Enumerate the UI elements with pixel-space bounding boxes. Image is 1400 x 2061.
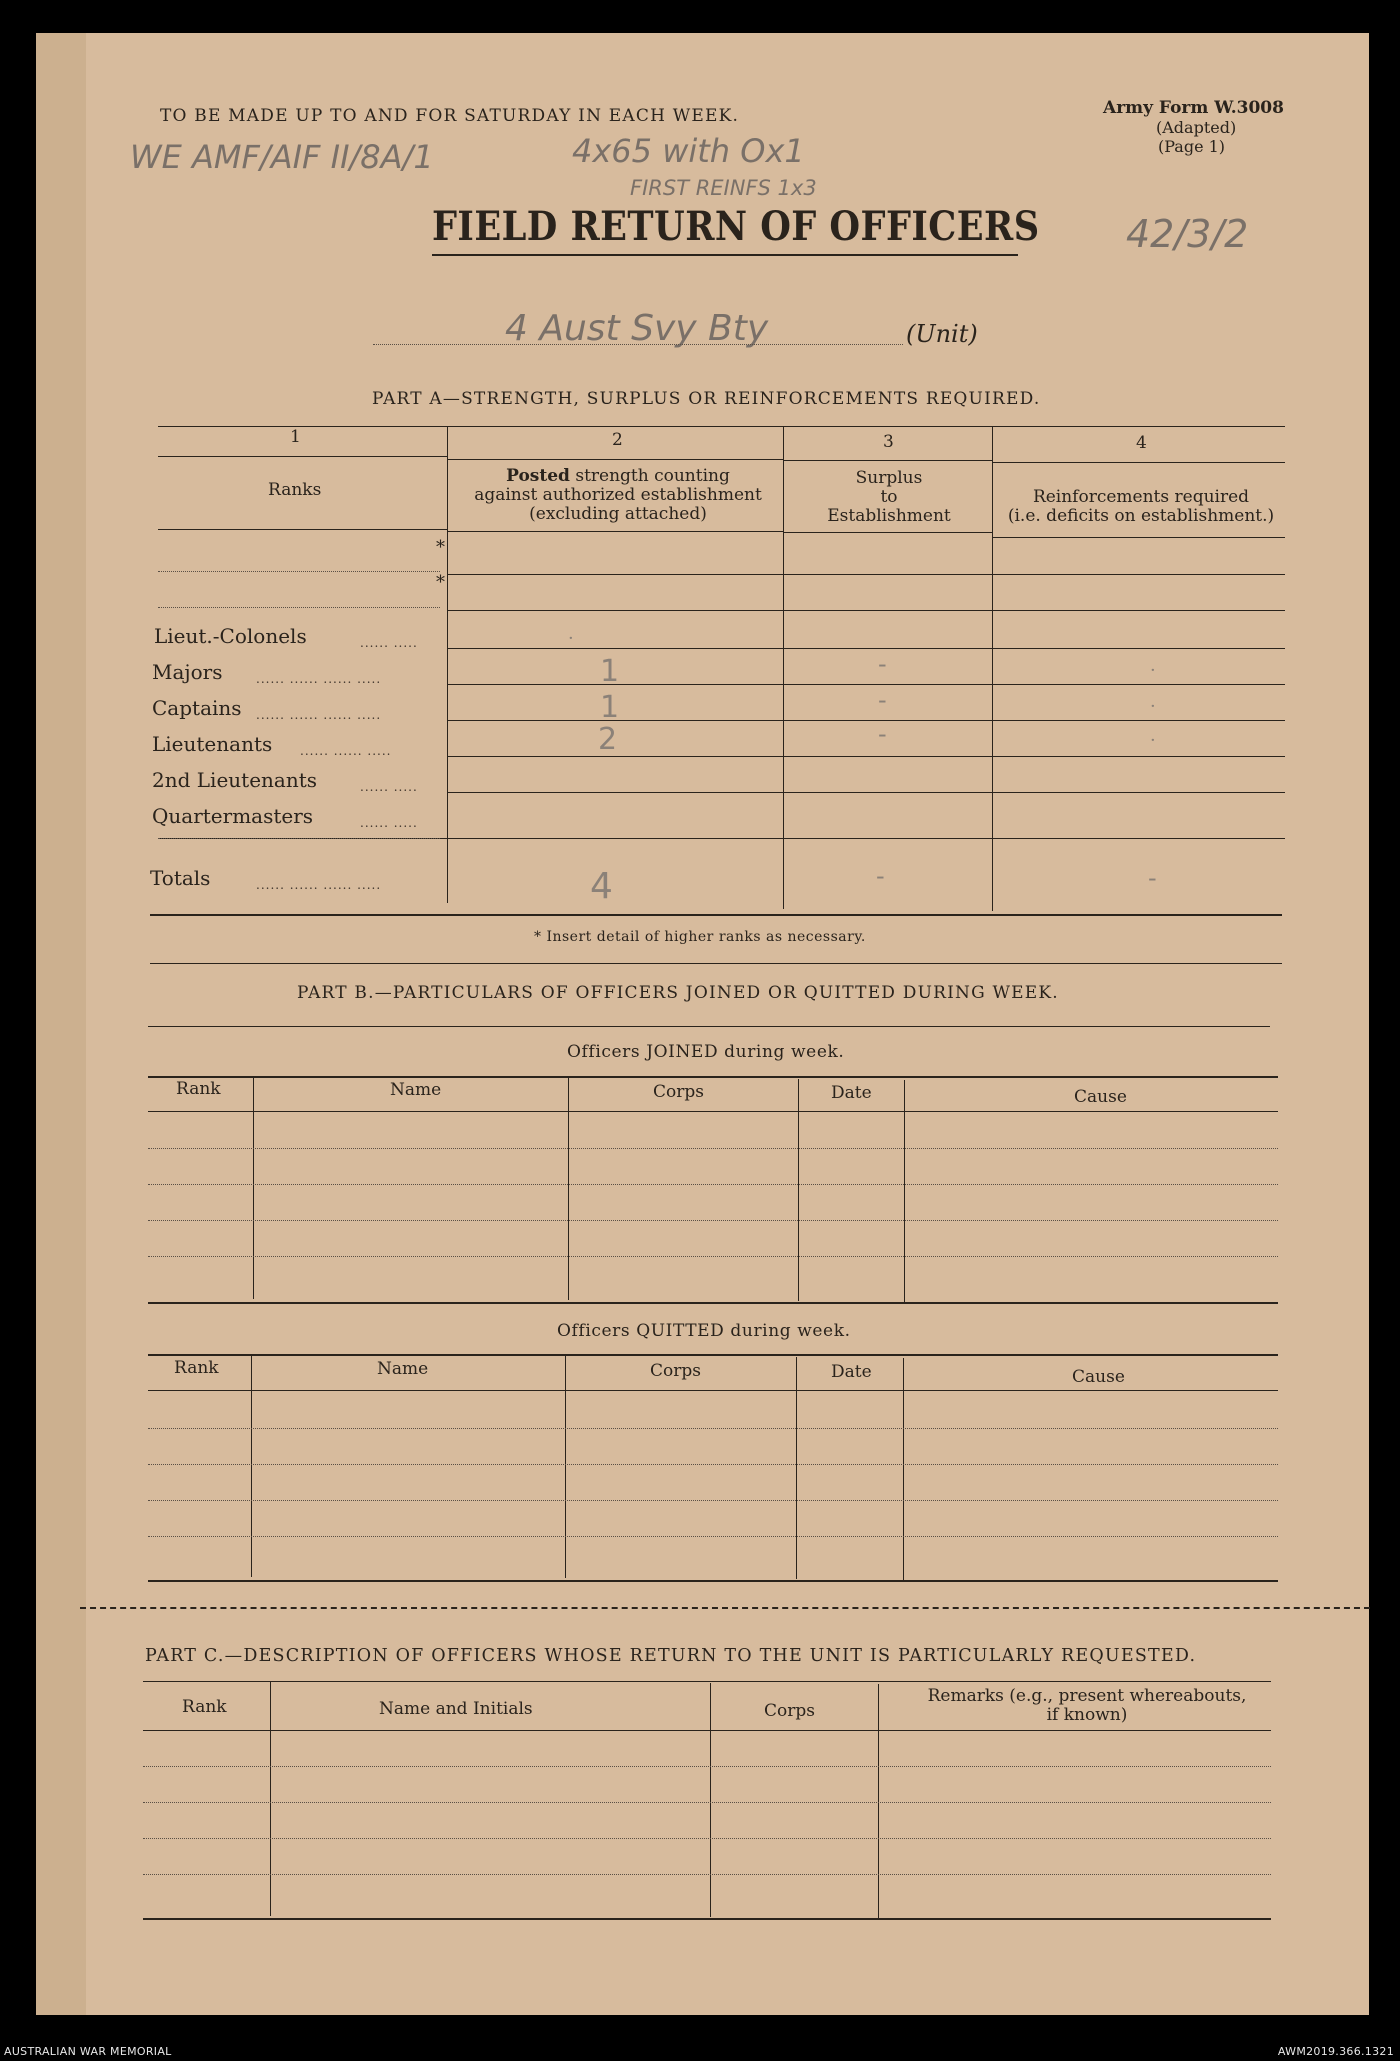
- lieut-colonels-posted-mark: ·: [568, 628, 574, 649]
- part-c-col-rank: Rank: [182, 1697, 227, 1717]
- lieutenants-reinforcement-mark: ·: [1150, 730, 1156, 751]
- part-a-number-rule-3: [783, 460, 992, 461]
- rank-totals: Totals: [150, 866, 211, 890]
- rank-2nd-lieutenants: 2nd Lieutenants: [152, 768, 318, 792]
- col-header-posted-bold: Posted: [506, 466, 570, 486]
- quitted-col-corps: Corps: [650, 1361, 701, 1381]
- joined-col-date: Date: [831, 1083, 872, 1103]
- unit-label: (Unit): [906, 320, 978, 348]
- part-a-col-divider-2: [783, 427, 784, 909]
- part-a-number-rule-2: [447, 459, 783, 460]
- leader-dots-lieut-colonels: ...... .....: [360, 636, 418, 650]
- handwritten-reference: WE AMF/AIF II/8A/1: [130, 138, 434, 176]
- quartermasters-dotted-rule: [158, 838, 440, 839]
- asterisk-1: *: [436, 537, 445, 558]
- part-a-totals-rule-2: [447, 838, 1285, 839]
- part-c-top-rule: [143, 1681, 1271, 1682]
- captains-surplus-dash: -: [878, 686, 887, 714]
- totals-reinforcement-dash: -: [1148, 864, 1157, 892]
- lieutenants-surplus-dash: -: [878, 720, 887, 748]
- archive-reference: AWM2019.366.1321: [1277, 2045, 1394, 2058]
- instruction-text: TO BE MADE UP TO AND FOR SATURDAY IN EACH WEEK.: [160, 106, 740, 126]
- quitted-row-dots-4: [148, 1536, 1278, 1537]
- col-header-posted: [458, 467, 778, 524]
- leader-dots-totals: ...... ...... ...... .....: [256, 878, 382, 892]
- leader-dots-captains: ...... ...... ...... .....: [256, 708, 382, 722]
- majors-surplus-dash: -: [878, 650, 887, 678]
- part-a-row-dots-1: [158, 571, 440, 572]
- part-a-row-line-7: [447, 792, 1285, 793]
- part-c-row-dots-4: [143, 1874, 1271, 1875]
- col-number-1: 1: [290, 427, 301, 447]
- part-c-title: PART C.—DESCRIPTION OF OFFICERS WHOSE RETURN TO THE UNIT IS PARTICULARLY REQUESTED.: [145, 1646, 1197, 1666]
- joined-col-corps: Corps: [653, 1082, 704, 1102]
- col-header-surplus-line2: to: [880, 487, 898, 507]
- handwritten-establishment: 4x65 with Ox1: [572, 132, 805, 170]
- joined-row-dots-1: [148, 1148, 1278, 1149]
- archive-credit: AUSTRALIAN WAR MEMORIAL: [4, 2045, 172, 2058]
- part-c-col-remarks: [902, 1687, 1272, 1725]
- totals-posted-value: 4: [590, 866, 613, 907]
- quitted-col-cause: Cause: [1072, 1367, 1125, 1387]
- asterisk-2: *: [436, 572, 445, 593]
- captains-reinforcement-mark: ·: [1150, 696, 1156, 717]
- part-c-col-remarks-line2: if known): [1046, 1705, 1128, 1725]
- part-c-row-dots-1: [143, 1766, 1271, 1767]
- handwritten-file-number: 42/3/2: [1126, 212, 1249, 256]
- quitted-title: Officers QUITTED during week.: [557, 1321, 851, 1341]
- quitted-col-divider-1: [251, 1355, 252, 1577]
- joined-title: Officers JOINED during week.: [567, 1042, 845, 1062]
- col-header-posted-line3: (excluding attached): [529, 504, 707, 524]
- part-a-footnote-rule: [150, 963, 1282, 964]
- part-a-header-rule-4: [992, 537, 1285, 538]
- part-a-number-rule-1: [158, 456, 447, 457]
- perforation-line: [80, 1607, 1370, 1609]
- captains-posted-value: 1: [600, 690, 620, 725]
- col-number-3: 3: [883, 432, 894, 452]
- quitted-table-top-rule: [148, 1354, 1278, 1356]
- joined-row-dots-2: [148, 1184, 1278, 1185]
- part-a-row-line-4: [447, 684, 1285, 685]
- col-header-surplus-line1: Surplus: [855, 468, 923, 488]
- col-number-2: 2: [612, 430, 623, 450]
- col-header-posted-rest: strength counting: [569, 466, 730, 486]
- joined-col-name: Name: [390, 1080, 442, 1100]
- col-header-surplus-line3: Establishment: [827, 506, 951, 526]
- lieutenants-posted-value: 2: [598, 722, 618, 757]
- part-b-top-rule: [148, 1026, 1270, 1027]
- unit-dotted-line: [373, 344, 903, 345]
- part-c-col-name: Name and Initials: [379, 1699, 533, 1719]
- title-underline: [432, 254, 1018, 256]
- totals-surplus-dash: -: [876, 862, 885, 890]
- joined-header-rule: [148, 1111, 1278, 1112]
- part-c-col-divider-1: [270, 1682, 271, 1916]
- part-a-row-dots-2: [158, 607, 440, 608]
- part-b-title: PART B.—PARTICULARS OF OFFICERS JOINED OR QUITTED DURING WEEK.: [297, 983, 1059, 1003]
- joined-col-rank: Rank: [176, 1079, 221, 1099]
- quitted-row-dots-2: [148, 1464, 1278, 1465]
- part-c-col-remarks-line1: Remarks (e.g., present whereabouts,: [927, 1686, 1247, 1706]
- rank-lieutenants: Lieutenants: [152, 732, 273, 756]
- col-number-4: 4: [1136, 433, 1147, 453]
- part-a-footnote: * Insert detail of higher ranks as necessary.: [534, 929, 866, 945]
- part-a-header-rule-3: [783, 532, 992, 533]
- joined-row-dots-3: [148, 1220, 1278, 1221]
- joined-table-top-rule: [148, 1076, 1278, 1078]
- leader-dots-quartermasters: ...... .....: [360, 816, 418, 830]
- joined-table-bottom-rule: [148, 1302, 1278, 1304]
- part-c-bottom-rule: [143, 1918, 1271, 1920]
- form-number: Army Form W.3008: [1103, 98, 1284, 118]
- part-a-row-line-1: [447, 574, 1285, 575]
- part-a-row-line-5: [447, 720, 1285, 721]
- part-a-number-rule-4: [992, 462, 1285, 463]
- form-adapted: (Adapted): [1156, 118, 1237, 137]
- quitted-col-date: Date: [831, 1362, 872, 1382]
- col-header-posted-line2: against authorized establishment: [474, 485, 762, 505]
- rank-captains: Captains: [152, 696, 242, 720]
- part-a-title: PART A—STRENGTH, SURPLUS OR REINFORCEMENTS REQUIRED.: [372, 389, 1041, 409]
- part-a-header-rule-1: [158, 529, 447, 530]
- col-header-surplus: [792, 469, 986, 526]
- leader-dots-lieutenants: ...... ...... .....: [300, 744, 392, 758]
- col-header-reinforcements-line1: Reinforcements required: [1032, 487, 1250, 507]
- quitted-col-rank: Rank: [174, 1358, 219, 1378]
- rank-majors: Majors: [152, 660, 223, 684]
- part-a-row-line-6: [447, 756, 1285, 757]
- part-c-header-rule: [143, 1730, 1271, 1731]
- part-a-top-rule: [158, 426, 1285, 427]
- quitted-col-name: Name: [377, 1359, 429, 1379]
- part-a-bottom-rule: [150, 914, 1282, 916]
- part-c-col-divider-2: [710, 1683, 711, 1917]
- part-c-col-divider-3: [878, 1684, 879, 1918]
- col-header-reinforcements-line2: (i.e. deficits on establishment.): [1007, 506, 1275, 526]
- leader-dots-majors: ...... ...... ...... .....: [256, 672, 382, 686]
- part-a-col-divider-1: [447, 427, 448, 903]
- part-c-row-dots-2: [143, 1802, 1271, 1803]
- rank-quartermasters: Quartermasters: [152, 804, 314, 828]
- col-header-reinforcements: [1000, 488, 1282, 526]
- joined-col-divider-3: [798, 1079, 799, 1301]
- joined-col-cause: Cause: [1074, 1087, 1127, 1107]
- part-a-header-rule-2: [447, 531, 783, 532]
- rank-lieut-colonels: Lieut.-Colonels: [154, 624, 307, 648]
- quitted-row-dots-3: [148, 1500, 1278, 1501]
- handwritten-reinforcements: FIRST REINFS 1x3: [630, 176, 817, 200]
- sheet-left-strip: [36, 33, 86, 2015]
- quitted-table-bottom-rule: [148, 1580, 1278, 1582]
- form-page: (Page 1): [1158, 137, 1226, 156]
- part-c-col-corps: Corps: [764, 1701, 815, 1721]
- majors-reinforcement-mark: ·: [1150, 660, 1156, 681]
- col-header-ranks: Ranks: [268, 480, 322, 500]
- leader-dots-2nd-lieutenants: ...... .....: [360, 780, 418, 794]
- joined-col-divider-4: [904, 1080, 905, 1302]
- quitted-row-dots-1: [148, 1428, 1278, 1429]
- quitted-col-divider-4: [903, 1358, 904, 1580]
- handwritten-unit-name: 4 Aust Svy Bty: [505, 308, 769, 349]
- part-c-row-dots-3: [143, 1838, 1271, 1839]
- majors-posted-value: 1: [600, 654, 620, 689]
- form-title: FIELD RETURN OF OFFICERS: [432, 203, 1040, 250]
- part-a-row-line-2: [447, 610, 1285, 611]
- joined-row-dots-4: [148, 1256, 1278, 1257]
- quitted-header-rule: [148, 1390, 1278, 1391]
